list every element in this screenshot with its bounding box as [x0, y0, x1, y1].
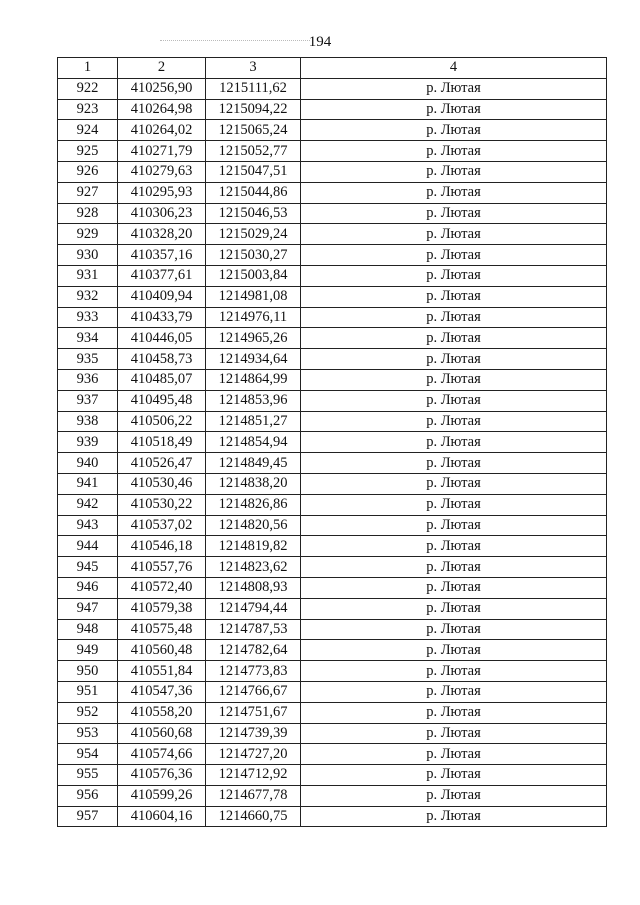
point-number-cell: 929	[58, 224, 118, 245]
table-row	[58, 744, 607, 765]
x-coordinate-cell: 410295,93	[118, 182, 206, 203]
table-row	[58, 141, 607, 162]
x-coordinate-cell: 410357,16	[118, 245, 206, 266]
point-number-cell: 942	[58, 494, 118, 515]
x-coordinate-cell: 410485,07	[118, 369, 206, 390]
y-coordinate-cell: 1214965,26	[206, 328, 301, 349]
x-coordinate-cell: 410560,48	[118, 640, 206, 661]
point-number-cell: 943	[58, 515, 118, 536]
description-cell: р. Лютая	[301, 494, 607, 515]
point-number-cell: 935	[58, 349, 118, 370]
table-row	[58, 661, 607, 682]
description-cell: р. Лютая	[301, 390, 607, 411]
y-coordinate-cell: 1214826,86	[206, 494, 301, 515]
point-number-cell: 930	[58, 245, 118, 266]
table-row	[58, 182, 607, 203]
x-coordinate-cell: 410546,18	[118, 536, 206, 557]
table-row	[58, 78, 607, 99]
table-row	[58, 723, 607, 744]
x-coordinate-cell: 410547,36	[118, 681, 206, 702]
point-number-cell: 957	[58, 806, 118, 827]
x-coordinate-cell: 410530,46	[118, 473, 206, 494]
point-number-cell: 947	[58, 598, 118, 619]
table-row	[58, 640, 607, 661]
table-row	[58, 619, 607, 640]
description-cell: р. Лютая	[301, 161, 607, 182]
description-cell: р. Лютая	[301, 265, 607, 286]
table-row	[58, 702, 607, 723]
description-cell: р. Лютая	[301, 619, 607, 640]
x-coordinate-cell: 410574,66	[118, 744, 206, 765]
table-row	[58, 536, 607, 557]
table-row	[58, 453, 607, 474]
y-coordinate-cell: 1214787,53	[206, 619, 301, 640]
table-row	[58, 411, 607, 432]
point-number-cell: 934	[58, 328, 118, 349]
point-number-cell: 931	[58, 265, 118, 286]
description-cell: р. Лютая	[301, 661, 607, 682]
table-row	[58, 432, 607, 453]
table-row	[58, 224, 607, 245]
x-coordinate-cell: 410328,20	[118, 224, 206, 245]
y-coordinate-cell: 1214854,94	[206, 432, 301, 453]
column-header-description: 4	[301, 58, 607, 79]
point-number-cell: 952	[58, 702, 118, 723]
y-coordinate-cell: 1214976,11	[206, 307, 301, 328]
y-coordinate-cell: 1214808,93	[206, 577, 301, 598]
x-coordinate-cell: 410537,02	[118, 515, 206, 536]
y-coordinate-cell: 1214712,92	[206, 765, 301, 786]
y-coordinate-cell: 1215052,77	[206, 141, 301, 162]
table-row	[58, 806, 607, 827]
x-coordinate-cell: 410264,02	[118, 120, 206, 141]
description-cell: р. Лютая	[301, 744, 607, 765]
y-coordinate-cell: 1215044,86	[206, 182, 301, 203]
y-coordinate-cell: 1214751,67	[206, 702, 301, 723]
table-row	[58, 598, 607, 619]
description-cell: р. Лютая	[301, 453, 607, 474]
y-coordinate-cell: 1215111,62	[206, 78, 301, 99]
page-number: 194	[308, 34, 332, 50]
description-cell: р. Лютая	[301, 203, 607, 224]
y-coordinate-cell: 1215047,51	[206, 161, 301, 182]
y-coordinate-cell: 1215094,22	[206, 99, 301, 120]
description-cell: р. Лютая	[301, 286, 607, 307]
table-row	[58, 286, 607, 307]
table-row	[58, 557, 607, 578]
point-number-cell: 922	[58, 78, 118, 99]
y-coordinate-cell: 1214934,64	[206, 349, 301, 370]
x-coordinate-cell: 410599,26	[118, 785, 206, 806]
x-coordinate-cell: 410506,22	[118, 411, 206, 432]
point-number-cell: 948	[58, 619, 118, 640]
header-row	[58, 58, 607, 79]
y-coordinate-cell: 1214819,82	[206, 536, 301, 557]
x-coordinate-cell: 410377,61	[118, 265, 206, 286]
point-number-cell: 945	[58, 557, 118, 578]
point-number-cell: 936	[58, 369, 118, 390]
x-coordinate-cell: 410264,98	[118, 99, 206, 120]
x-coordinate-cell: 410306,23	[118, 203, 206, 224]
description-cell: р. Лютая	[301, 536, 607, 557]
point-number-cell: 932	[58, 286, 118, 307]
y-coordinate-cell: 1214820,56	[206, 515, 301, 536]
table-row	[58, 245, 607, 266]
x-coordinate-cell: 410575,48	[118, 619, 206, 640]
point-number-cell: 941	[58, 473, 118, 494]
table-row	[58, 681, 607, 702]
description-cell: р. Лютая	[301, 515, 607, 536]
coordinates-table	[57, 57, 607, 827]
point-number-cell: 940	[58, 453, 118, 474]
x-coordinate-cell: 410409,94	[118, 286, 206, 307]
x-coordinate-cell: 410495,48	[118, 390, 206, 411]
description-cell: р. Лютая	[301, 432, 607, 453]
table-row	[58, 765, 607, 786]
description-cell: р. Лютая	[301, 328, 607, 349]
y-coordinate-cell: 1215065,24	[206, 120, 301, 141]
x-coordinate-cell: 410271,79	[118, 141, 206, 162]
x-coordinate-cell: 410530,22	[118, 494, 206, 515]
y-coordinate-cell: 1215003,84	[206, 265, 301, 286]
y-coordinate-cell: 1214766,67	[206, 681, 301, 702]
point-number-cell: 927	[58, 182, 118, 203]
point-number-cell: 946	[58, 577, 118, 598]
point-number-cell: 933	[58, 307, 118, 328]
point-number-cell: 923	[58, 99, 118, 120]
y-coordinate-cell: 1214864,99	[206, 369, 301, 390]
description-cell: р. Лютая	[301, 99, 607, 120]
description-cell: р. Лютая	[301, 182, 607, 203]
x-coordinate-cell: 410526,47	[118, 453, 206, 474]
x-coordinate-cell: 410446,05	[118, 328, 206, 349]
table-body	[58, 78, 607, 827]
table-row	[58, 473, 607, 494]
y-coordinate-cell: 1214782,64	[206, 640, 301, 661]
x-coordinate-cell: 410579,38	[118, 598, 206, 619]
description-cell: р. Лютая	[301, 245, 607, 266]
table-row	[58, 577, 607, 598]
x-coordinate-cell: 410256,90	[118, 78, 206, 99]
description-cell: р. Лютая	[301, 557, 607, 578]
y-coordinate-cell: 1214981,08	[206, 286, 301, 307]
x-coordinate-cell: 410572,40	[118, 577, 206, 598]
y-coordinate-cell: 1215029,24	[206, 224, 301, 245]
table-row	[58, 785, 607, 806]
table-row	[58, 203, 607, 224]
y-coordinate-cell: 1214853,96	[206, 390, 301, 411]
point-number-cell: 937	[58, 390, 118, 411]
x-coordinate-cell: 410458,73	[118, 349, 206, 370]
y-coordinate-cell: 1214727,20	[206, 744, 301, 765]
description-cell: р. Лютая	[301, 473, 607, 494]
column-header-y: 3	[206, 58, 301, 79]
y-coordinate-cell: 1214849,45	[206, 453, 301, 474]
x-coordinate-cell: 410557,76	[118, 557, 206, 578]
description-cell: р. Лютая	[301, 640, 607, 661]
description-cell: р. Лютая	[301, 681, 607, 702]
description-cell: р. Лютая	[301, 224, 607, 245]
description-cell: р. Лютая	[301, 765, 607, 786]
x-coordinate-cell: 410604,16	[118, 806, 206, 827]
description-cell: р. Лютая	[301, 598, 607, 619]
table-row	[58, 494, 607, 515]
description-cell: р. Лютая	[301, 78, 607, 99]
table-row	[58, 120, 607, 141]
y-coordinate-cell: 1214851,27	[206, 411, 301, 432]
point-number-cell: 954	[58, 744, 118, 765]
y-coordinate-cell: 1214739,39	[206, 723, 301, 744]
point-number-cell: 955	[58, 765, 118, 786]
table-row	[58, 99, 607, 120]
y-coordinate-cell: 1214823,62	[206, 557, 301, 578]
y-coordinate-cell: 1215030,27	[206, 245, 301, 266]
point-number-cell: 938	[58, 411, 118, 432]
y-coordinate-cell: 1214660,75	[206, 806, 301, 827]
y-coordinate-cell: 1214838,20	[206, 473, 301, 494]
column-header-x: 2	[118, 58, 206, 79]
description-cell: р. Лютая	[301, 806, 607, 827]
table-row	[58, 515, 607, 536]
y-coordinate-cell: 1214677,78	[206, 785, 301, 806]
point-number-cell: 925	[58, 141, 118, 162]
point-number-cell: 949	[58, 640, 118, 661]
table-row	[58, 307, 607, 328]
description-cell: р. Лютая	[301, 577, 607, 598]
description-cell: р. Лютая	[301, 702, 607, 723]
description-cell: р. Лютая	[301, 349, 607, 370]
x-coordinate-cell: 410558,20	[118, 702, 206, 723]
x-coordinate-cell: 410518,49	[118, 432, 206, 453]
table-row	[58, 161, 607, 182]
table-row	[58, 265, 607, 286]
x-coordinate-cell: 410279,63	[118, 161, 206, 182]
description-cell: р. Лютая	[301, 723, 607, 744]
table-row	[58, 328, 607, 349]
description-cell: р. Лютая	[301, 120, 607, 141]
x-coordinate-cell: 410560,68	[118, 723, 206, 744]
table-row	[58, 369, 607, 390]
y-coordinate-cell: 1214773,83	[206, 661, 301, 682]
x-coordinate-cell: 410576,36	[118, 765, 206, 786]
point-number-cell: 939	[58, 432, 118, 453]
description-cell: р. Лютая	[301, 785, 607, 806]
x-coordinate-cell: 410551,84	[118, 661, 206, 682]
point-number-cell: 950	[58, 661, 118, 682]
column-header-number: 1	[58, 58, 118, 79]
point-number-cell: 953	[58, 723, 118, 744]
y-coordinate-cell: 1214794,44	[206, 598, 301, 619]
table-row	[58, 349, 607, 370]
y-coordinate-cell: 1215046,53	[206, 203, 301, 224]
x-coordinate-cell: 410433,79	[118, 307, 206, 328]
point-number-cell: 926	[58, 161, 118, 182]
description-cell: р. Лютая	[301, 411, 607, 432]
point-number-cell: 951	[58, 681, 118, 702]
table-row	[58, 390, 607, 411]
point-number-cell: 956	[58, 785, 118, 806]
description-cell: р. Лютая	[301, 307, 607, 328]
point-number-cell: 924	[58, 120, 118, 141]
point-number-cell: 944	[58, 536, 118, 557]
description-cell: р. Лютая	[301, 369, 607, 390]
description-cell: р. Лютая	[301, 141, 607, 162]
point-number-cell: 928	[58, 203, 118, 224]
